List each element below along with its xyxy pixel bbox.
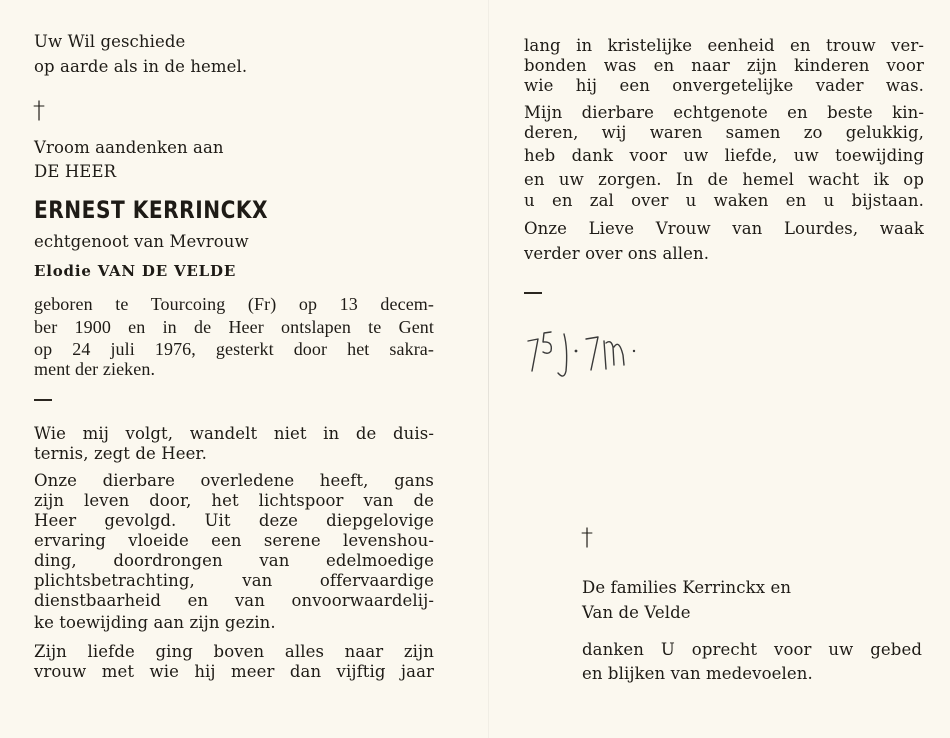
text1-line-5: ding, doordrongen van edelmoedige	[34, 551, 434, 570]
text2-line-2: vrouw met wie hij meer dan vijftig jaar	[34, 662, 434, 681]
r-text2-line-5: u en zal over u waken en u bijstaan.	[524, 191, 924, 210]
birth-line-4: ment der zieken.	[34, 359, 156, 379]
text1-line-1: Onze dierbare overledene heeft, gans	[34, 471, 434, 490]
deceased-name: ERNEST KERRINCKX	[34, 196, 269, 224]
spouse-intro: echtgenoot van Mevrouw	[34, 232, 249, 251]
right-divider-dash	[524, 292, 542, 294]
text1-line-4: ervaring vloeide een serene levenshou-	[34, 531, 434, 550]
thanks-line-2: en blijken van medevoelen.	[582, 664, 813, 683]
r-text2-line-2: deren, wij waren samen zo gelukkig,	[524, 123, 924, 142]
families-line-2: Van de Velde	[582, 603, 691, 622]
card-fold	[488, 0, 489, 738]
birth-line-3: op 24 juli 1976, gesterkt door het sakra-	[34, 339, 434, 359]
r-text1-line-1: lang in kristelijke eenheid en trouw ver-	[524, 36, 924, 55]
thanks-line-1: danken U oprecht voor uw gebed	[582, 640, 922, 659]
text1-line-3: Heer gevolgd. Uit deze diepgelovige	[34, 511, 434, 530]
text1-line-8: ke toewijding aan zijn gezin.	[34, 613, 276, 632]
text2-line-1: Zijn liefde ging boven alles naar zijn	[34, 642, 434, 661]
text1-line-7: dienstbaarheid en van onvoorwaardelij-	[34, 591, 434, 610]
r-text2-line-1: Mijn dierbare echtgenote en beste kin-	[524, 103, 924, 122]
text1-line-2: zijn leven door, het lichtspoor van de	[34, 491, 434, 510]
r-text2-line-4: en uw zorgen. In de hemel wacht ik op	[524, 170, 924, 189]
families-line-1: De families Kerrinckx en	[582, 578, 792, 597]
text1-line-6: plichtsbetrachting, van offervaardige	[34, 571, 434, 590]
prayer-line-2: op aarde als in de hemel.	[34, 57, 248, 76]
birth-line-2: ber 1900 en in de Heer ontslapen te Gent	[34, 317, 434, 337]
r-text1-line-3: wie hij een onvergetelijke vader was.	[524, 76, 924, 95]
cross-icon-right: †	[581, 523, 593, 551]
quote-line-1: Wie mij volgt, wandelt niet in de duis-	[34, 424, 434, 443]
r-text2-line-3: heb dank voor uw liefde, uw toewijding	[524, 146, 924, 165]
divider-dash	[34, 399, 52, 401]
spouse-name: Elodie VAN DE VELDE	[34, 262, 237, 280]
prayer-line-1: Uw Wil geschiede	[34, 32, 186, 51]
r-text3-line-1: Onze Lieve Vrouw van Lourdes, waak	[524, 219, 924, 238]
intro-line-1: Vroom aandenken aan	[34, 138, 224, 157]
birth-line-1: geboren te Tourcoing (Fr) op 13 decem-	[34, 294, 434, 314]
r-text1-line-2: bonden was en naar zijn kinderen voor	[524, 56, 924, 75]
r-text3-line-2: verder over ons allen.	[524, 244, 710, 263]
cross-icon: †	[33, 96, 45, 124]
quote-line-2: ternis, zegt de Heer.	[34, 444, 207, 463]
intro-line-2: DE HEER	[34, 162, 117, 181]
handwritten-note	[524, 325, 684, 385]
